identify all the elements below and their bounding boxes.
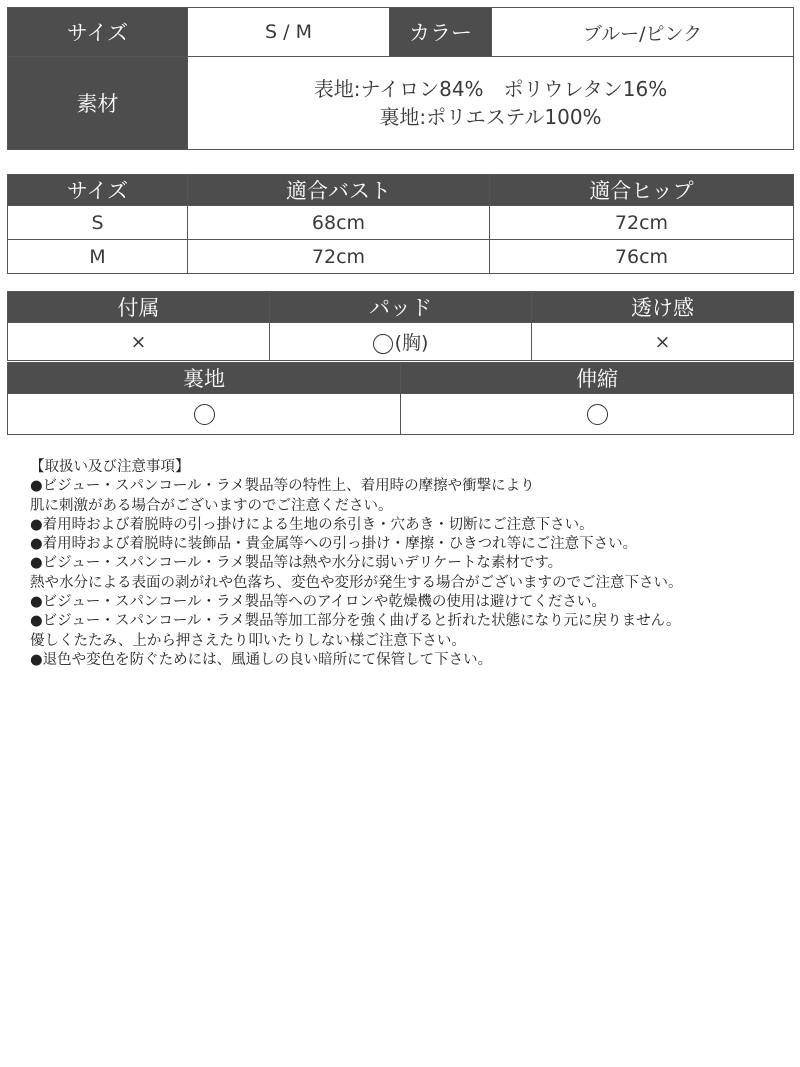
sheerness-header: 透け感: [532, 292, 794, 323]
size-label: サイズ: [8, 8, 188, 57]
notes-title: 【取扱い及び注意事項】: [30, 459, 190, 475]
lining-stretch-header-row: [8, 363, 794, 394]
features-value-row: [8, 323, 794, 361]
circle-icon: [194, 404, 215, 425]
lining-stretch-value-row: [8, 394, 794, 435]
care-notes: [30, 458, 790, 670]
size-chart-row: [8, 240, 794, 274]
accessories-value: ×: [8, 323, 270, 361]
size-chart-header-hip: 適合ヒップ: [490, 175, 794, 206]
size-chart-header-row: [8, 175, 794, 206]
size-chart-cell: 72cm: [188, 240, 490, 274]
color-label: カラー: [390, 8, 492, 57]
size-chart-cell: M: [8, 240, 188, 274]
lining-stretch-table: [7, 362, 794, 435]
circle-icon: [587, 404, 608, 425]
size-value: S / M: [188, 8, 390, 57]
notes-line: 優しくたたみ、上から押さえたり叩いたりしない様ご注意下さい。: [30, 632, 466, 649]
material-line-outer: 表地:ナイロン84% ポリウレタン16%: [313, 77, 668, 101]
lining-header: 裏地: [8, 363, 401, 394]
stretch-header: 伸縮: [401, 363, 794, 394]
features-header-row: [8, 292, 794, 323]
notes-line: ●ビジュー・スパンコール・ラメ製品等へのアイロンや乾燥機の使用は避けてください。: [30, 594, 606, 611]
notes-line: ●ビジュー・スパンコール・ラメ製品等は熱や水分に弱いデリケートな素材です。: [30, 555, 563, 572]
spec-row-material: [8, 57, 794, 150]
size-chart-cell: 76cm: [490, 240, 794, 274]
size-chart-header-size: サイズ: [8, 175, 188, 206]
notes-line: 肌に刺激がある場合がございますのでご注意ください。: [30, 497, 393, 514]
spec-table: [7, 7, 794, 150]
sheerness-value: ×: [532, 323, 794, 361]
stretch-value: [401, 394, 794, 435]
material-line-lining: 裏地:ポリエステル100%: [379, 105, 602, 129]
notes-line: 熱や水分による表面の剥がれや色落ち、変色や変形が発生する場合がございますのでご注意下さい。: [30, 574, 683, 591]
pad-header: パッド: [270, 292, 532, 323]
notes-line: ●着用時および着脱時に装飾品・貴金属等への引っ掛け・摩擦・ひきつれ等にご注意下さい。: [30, 536, 638, 553]
accessories-header: 付属: [8, 292, 270, 323]
size-chart-cell: S: [8, 206, 188, 240]
size-chart-cell: 68cm: [188, 206, 490, 240]
size-chart-row: [8, 206, 794, 240]
size-chart-table: [7, 174, 794, 274]
material-value: [188, 57, 794, 150]
color-value: ブルー/ピンク: [492, 8, 794, 57]
notes-line: ●退色や変色を防ぐためには、風通しの良い暗所にて保管して下さい。: [30, 651, 493, 668]
notes-line: ●ビジュー・スパンコール・ラメ製品等の特性上、着用時の摩擦や衝撃により: [30, 478, 535, 495]
features-table: [7, 291, 794, 361]
pad-value-text: (胸): [394, 332, 429, 354]
notes-line: ●着用時および着脱時の引っ掛けによる生地の糸引き・穴あき・切断にご注意下さい。: [30, 516, 594, 533]
size-chart-cell: 72cm: [490, 206, 794, 240]
pad-value: [270, 323, 532, 361]
lining-value: [8, 394, 401, 435]
spec-row-size-color: [8, 8, 794, 57]
circle-icon: [373, 334, 393, 354]
notes-line: ●ビジュー・スパンコール・ラメ製品等加工部分を強く曲げると折れた状態になり元に戻りません。: [30, 613, 681, 630]
material-label: 素材: [8, 57, 188, 150]
size-chart-header-bust: 適合バスト: [188, 175, 490, 206]
